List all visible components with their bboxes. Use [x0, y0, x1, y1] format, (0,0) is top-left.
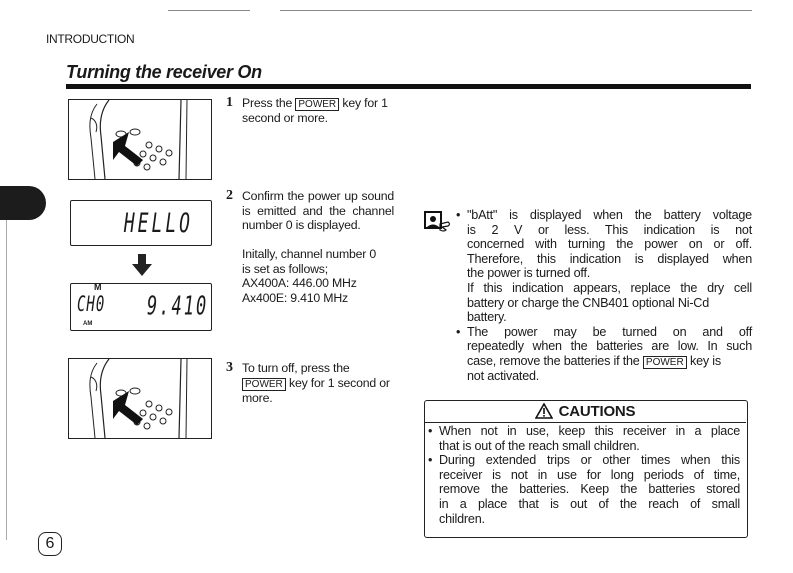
- step-2-subtext: Initally, channel number 0 is set as follows; AX400A: 446.00 MHz Ax400E: 9.410 MHz: [242, 247, 377, 305]
- illustration-press-power: [68, 99, 212, 180]
- illustration-turn-off: [68, 358, 212, 439]
- chapter-tab: [0, 186, 46, 220]
- power-key-label: POWER: [643, 356, 687, 369]
- cautions-title: CAUTIONS: [558, 402, 636, 420]
- memory-indicator: M: [94, 282, 102, 292]
- power-key-label: POWER: [295, 98, 339, 111]
- note-bullet-battery: • "bAtt" is displayed when the battery voltage is 2 V or less. This indication is not concerned with turning the power on or off. Therefore, this indication is displayed when the power is turned off. If this indication appears, replace the dry cell battery or charge the CNB401 optional Ni-Cd battery.: [456, 208, 752, 325]
- battery-note: [456, 208, 752, 384]
- step-2-text: Confirm the power up sound is emitted and the channel number 0 is displayed.: [242, 189, 394, 232]
- margin-line: [6, 220, 7, 540]
- section-header: INTRODUCTION: [46, 32, 135, 46]
- arrow-down-icon: [132, 254, 152, 281]
- step-1-number: 1: [226, 95, 233, 110]
- lcd-hello-display: HELLO: [70, 200, 212, 246]
- caution-item: • During extended trips or other times when this receiver is not in use for long periods of time, remove the batteries. Keep the batteries stored in a place that is out of the reach of small children.: [428, 453, 740, 526]
- am-indicator: AM: [83, 321, 93, 327]
- step-3-number: 3: [226, 360, 233, 375]
- warning-triangle-icon: [535, 403, 553, 419]
- lcd-channel-display: [70, 283, 212, 331]
- cautions-list: [428, 424, 740, 526]
- cautions-header: [424, 400, 746, 423]
- note-hand-icon: [424, 210, 452, 239]
- caution-item: • When not in use, keep this receiver in a place that is out of the reach small children.: [428, 424, 740, 453]
- page-title: Turning the receiver On: [66, 62, 262, 82]
- power-key-label: POWER: [242, 378, 286, 391]
- channel-readout: CH0: [77, 293, 106, 317]
- note-bullet-power: • The power may be turned on and off repeatedly when the batteries are low. In such case, remove the batteries if the POWER key is not activated.: [456, 324, 752, 383]
- step-1-text: Press the POWER key for 1 second or more.: [242, 96, 388, 125]
- step-2-number: 2: [226, 188, 233, 203]
- page-number: 6: [38, 532, 62, 556]
- frequency-readout: 9.410: [147, 292, 209, 322]
- step-3-text: To turn off, press the POWER key for 1 second or more.: [242, 361, 390, 405]
- title-rule: [66, 84, 751, 89]
